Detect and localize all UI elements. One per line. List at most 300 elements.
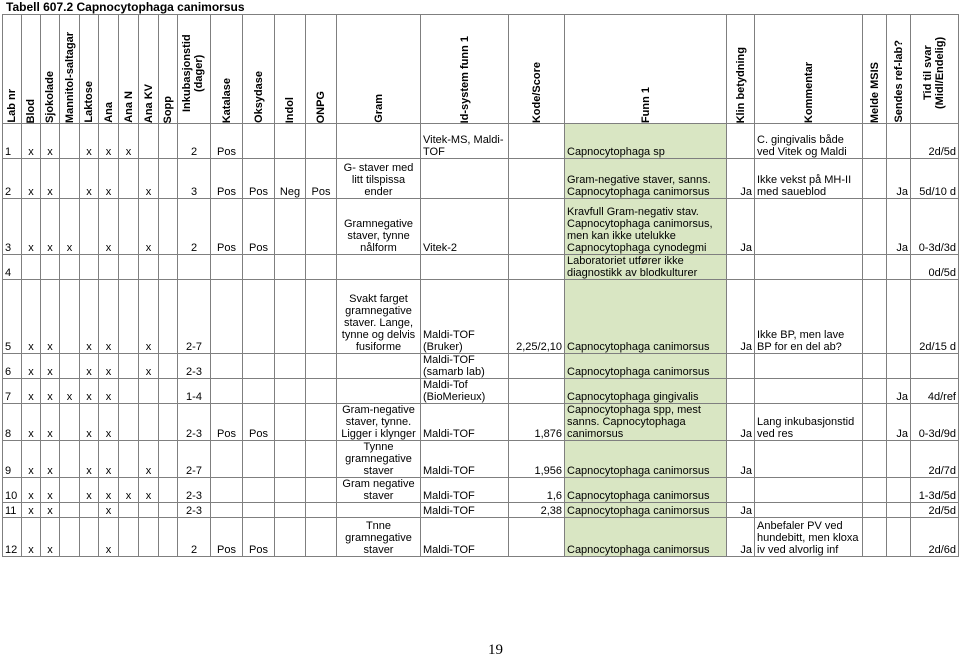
cell-msis xyxy=(863,518,887,557)
cell-lakt xyxy=(80,255,99,280)
cell-ref xyxy=(887,354,911,379)
cell-blod xyxy=(22,255,41,280)
cell-lakt: x xyxy=(80,379,99,404)
cell-gram: Svakt farget gramnegative staver. Lange, tynne og delvis fusiforme xyxy=(337,280,421,354)
cell-msis xyxy=(863,199,887,255)
cell-anakv: x xyxy=(139,199,159,255)
cell-idsys: Maldi-TOF xyxy=(421,478,509,503)
cell-klin xyxy=(727,478,755,503)
cell-tid: 2d/6d xyxy=(911,518,959,557)
column-header xyxy=(421,15,509,124)
cell-klin: Ja xyxy=(727,518,755,557)
cell-indol xyxy=(275,503,306,518)
cell-klin: Ja xyxy=(727,280,755,354)
cell-anakv xyxy=(139,255,159,280)
table-caption: Tabell 607.2 Capnocytophaga canimorsus xyxy=(6,0,245,14)
table-row xyxy=(3,503,959,518)
cell-msis xyxy=(863,379,887,404)
cell-ref: Ja xyxy=(887,379,911,404)
cell-kode xyxy=(509,379,565,404)
cell-inkub: 2 xyxy=(178,124,211,159)
cell-onpg xyxy=(306,503,337,518)
cell-oks: Pos xyxy=(243,518,275,557)
table-row xyxy=(3,280,959,354)
cell-onpg xyxy=(306,255,337,280)
cell-indol xyxy=(275,478,306,503)
cell-kode xyxy=(509,124,565,159)
cell-funn: Capnocytophaga spp, mest sanns. Capnocytophaga canimorsus xyxy=(565,404,727,441)
cell-tid: 2d/7d xyxy=(911,441,959,478)
cell-lab: 6 xyxy=(3,354,22,379)
cell-onpg: Pos xyxy=(306,159,337,199)
cell-blod: x xyxy=(22,518,41,557)
cell-msis xyxy=(863,404,887,441)
cell-kode xyxy=(509,518,565,557)
cell-tid: 0-3d/3d xyxy=(911,199,959,255)
cell-gram xyxy=(337,124,421,159)
cell-onpg xyxy=(306,478,337,503)
cell-mann xyxy=(60,503,80,518)
cell-tid: 0-3d/9d xyxy=(911,404,959,441)
cell-mann xyxy=(60,404,80,441)
cell-mann xyxy=(60,478,80,503)
cell-kat: Pos xyxy=(211,159,243,199)
column-header xyxy=(727,15,755,124)
cell-idsys: Maldi-TOF xyxy=(421,404,509,441)
cell-lab: 2 xyxy=(3,159,22,199)
cell-oks xyxy=(243,441,275,478)
column-header-label: Funn 1 xyxy=(639,86,652,123)
cell-tid: 0d/5d xyxy=(911,255,959,280)
cell-indol xyxy=(275,379,306,404)
cell-sopp xyxy=(159,503,178,518)
cell-klin: Ja xyxy=(727,441,755,478)
cell-oks xyxy=(243,379,275,404)
cell-funn: Capnocytophaga canimorsus xyxy=(565,280,727,354)
cell-komm: Lang inkubasjonstid ved res xyxy=(755,404,863,441)
table-body xyxy=(3,124,959,557)
cell-sjok: x xyxy=(41,518,60,557)
cell-lab: 3 xyxy=(3,199,22,255)
cell-anan xyxy=(119,280,139,354)
cell-oks xyxy=(243,503,275,518)
cell-anan xyxy=(119,441,139,478)
cell-kat xyxy=(211,503,243,518)
column-header-label: Gram xyxy=(372,94,385,123)
column-header-label: Inkubasjonstid (dager) xyxy=(181,34,205,112)
cell-gram: G- staver med litt tilspissa ender xyxy=(337,159,421,199)
cell-gram: Gram-negative staver, tynne. Ligger i klynger xyxy=(337,404,421,441)
cell-komm xyxy=(755,441,863,478)
cell-funn: Capnocytophaga canimorsus xyxy=(565,518,727,557)
cell-kode: 1,6 xyxy=(509,478,565,503)
cell-lakt: x xyxy=(80,280,99,354)
table-row xyxy=(3,478,959,503)
column-header xyxy=(306,15,337,124)
cell-mann: x xyxy=(60,379,80,404)
cell-onpg xyxy=(306,379,337,404)
cell-tid: 5d/10 d xyxy=(911,159,959,199)
cell-oks xyxy=(243,354,275,379)
cell-oks: Pos xyxy=(243,404,275,441)
cell-idsys: Maldi-TOF (samarb lab) xyxy=(421,354,509,379)
cell-komm xyxy=(755,379,863,404)
column-header xyxy=(159,15,178,124)
cell-indol xyxy=(275,124,306,159)
cell-gram: Gram negative staver xyxy=(337,478,421,503)
cell-anan xyxy=(119,159,139,199)
cell-ana: x xyxy=(99,441,119,478)
cell-kat: Pos xyxy=(211,199,243,255)
cell-ref xyxy=(887,255,911,280)
cell-ana: x xyxy=(99,518,119,557)
cell-indol xyxy=(275,518,306,557)
column-header-label: Klin betydning xyxy=(734,46,747,123)
column-header xyxy=(755,15,863,124)
cell-msis xyxy=(863,503,887,518)
cell-inkub: 2-7 xyxy=(178,441,211,478)
cell-idsys: Maldi-TOF (Bruker) xyxy=(421,280,509,354)
cell-kode: 1,876 xyxy=(509,404,565,441)
cell-anan xyxy=(119,503,139,518)
cell-tid: 2d/5d xyxy=(911,124,959,159)
cell-gram xyxy=(337,503,421,518)
cell-kat xyxy=(211,280,243,354)
cell-tid: 4d/ref xyxy=(911,379,959,404)
cell-ref xyxy=(887,518,911,557)
cell-kode xyxy=(509,255,565,280)
column-header xyxy=(41,15,60,124)
cell-anakv: x xyxy=(139,280,159,354)
cell-ana: x xyxy=(99,124,119,159)
column-header-label: Kommentar xyxy=(802,61,815,123)
cell-lakt: x xyxy=(80,404,99,441)
table-row xyxy=(3,404,959,441)
cell-blod: x xyxy=(22,478,41,503)
cell-klin: Ja xyxy=(727,199,755,255)
cell-gram: Gramnegative staver, tynne nålform xyxy=(337,199,421,255)
cell-indol: Neg xyxy=(275,159,306,199)
cell-klin xyxy=(727,379,755,404)
cell-lab: 1 xyxy=(3,124,22,159)
cell-sjok: x xyxy=(41,280,60,354)
cell-indol xyxy=(275,255,306,280)
cell-lakt: x xyxy=(80,124,99,159)
cell-ref xyxy=(887,124,911,159)
cell-inkub: 2-3 xyxy=(178,404,211,441)
cell-kat: Pos xyxy=(211,404,243,441)
cell-anakv xyxy=(139,518,159,557)
column-header xyxy=(863,15,887,124)
cell-idsys: Vitek-2 xyxy=(421,199,509,255)
cell-onpg xyxy=(306,441,337,478)
cell-lakt: x xyxy=(80,441,99,478)
table-row xyxy=(3,159,959,199)
cell-anakv xyxy=(139,379,159,404)
cell-blod: x xyxy=(22,159,41,199)
cell-komm xyxy=(755,354,863,379)
cell-funn: Capnocytophaga canimorsus xyxy=(565,478,727,503)
cell-komm: Anbefaler PV ved hundebitt, men kloxa iv ved alvorlig inf xyxy=(755,518,863,557)
table-row xyxy=(3,379,959,404)
cell-funn: Laboratoriet utfører ikke diagnostikk av blodkulturer xyxy=(565,255,727,280)
cell-mann xyxy=(60,255,80,280)
table-row xyxy=(3,441,959,478)
column-header-label: Sjokolade xyxy=(44,71,56,123)
cell-oks: Pos xyxy=(243,159,275,199)
cell-kode: 2,25/2,10 xyxy=(509,280,565,354)
cell-kat xyxy=(211,441,243,478)
cell-tid: 2d/15 d xyxy=(911,280,959,354)
cell-sopp xyxy=(159,404,178,441)
column-header xyxy=(243,15,275,124)
cell-komm xyxy=(755,255,863,280)
cell-indol xyxy=(275,199,306,255)
column-header xyxy=(211,15,243,124)
cell-inkub: 2 xyxy=(178,518,211,557)
cell-blod: x xyxy=(22,124,41,159)
cell-sjok: x xyxy=(41,354,60,379)
cell-sopp xyxy=(159,159,178,199)
cell-sjok: x xyxy=(41,124,60,159)
cell-funn: Kravfull Gram-negativ stav. Capnocytophaga canimorsus, men kan ikke utelukke Capnocytophaga cynodegmi xyxy=(565,199,727,255)
cell-sjok: x xyxy=(41,441,60,478)
table-row xyxy=(3,199,959,255)
cell-onpg xyxy=(306,199,337,255)
cell-lakt: x xyxy=(80,478,99,503)
cell-lakt xyxy=(80,518,99,557)
cell-kat xyxy=(211,478,243,503)
cell-lab: 12 xyxy=(3,518,22,557)
cell-onpg xyxy=(306,124,337,159)
cell-sopp xyxy=(159,478,178,503)
cell-lab: 4 xyxy=(3,255,22,280)
cell-kode xyxy=(509,159,565,199)
cell-ana: x xyxy=(99,354,119,379)
cell-lab: 11 xyxy=(3,503,22,518)
cell-indol xyxy=(275,280,306,354)
cell-ana: x xyxy=(99,503,119,518)
cell-lakt xyxy=(80,199,99,255)
column-header xyxy=(509,15,565,124)
column-header xyxy=(119,15,139,124)
cell-funn: Capnocytophaga canimorsus xyxy=(565,441,727,478)
cell-ref: Ja xyxy=(887,159,911,199)
table-row xyxy=(3,354,959,379)
cell-anakv: x xyxy=(139,478,159,503)
column-header xyxy=(22,15,41,124)
cell-indol xyxy=(275,404,306,441)
column-header-label: Ana xyxy=(102,102,115,123)
cell-tid: 1-3d/5d xyxy=(911,478,959,503)
cell-mann xyxy=(60,441,80,478)
column-header-label: Tid til svar (Midl/Endelig) xyxy=(921,36,946,110)
cell-kat xyxy=(211,379,243,404)
cell-kat xyxy=(211,354,243,379)
column-header xyxy=(565,15,727,124)
cell-sjok: x xyxy=(41,199,60,255)
column-header xyxy=(80,15,99,124)
cell-kat: Pos xyxy=(211,124,243,159)
cell-klin: Ja xyxy=(727,503,755,518)
cell-gram xyxy=(337,379,421,404)
column-header xyxy=(3,15,22,124)
cell-inkub: 3 xyxy=(178,159,211,199)
cell-anakv: x xyxy=(139,159,159,199)
cell-onpg xyxy=(306,280,337,354)
cell-klin: Ja xyxy=(727,159,755,199)
cell-inkub: 2-3 xyxy=(178,354,211,379)
cell-msis xyxy=(863,478,887,503)
column-header-label: Oksydase xyxy=(252,71,265,123)
cell-lakt: x xyxy=(80,354,99,379)
column-header xyxy=(887,15,911,124)
cell-sjok: x xyxy=(41,159,60,199)
column-header-label: Lab nr xyxy=(6,89,18,123)
cell-idsys: Maldi-TOF xyxy=(421,503,509,518)
cell-lakt: x xyxy=(80,159,99,199)
column-header-label: ONPG xyxy=(315,90,327,123)
cell-gram xyxy=(337,255,421,280)
page-number: 19 xyxy=(488,642,503,658)
cell-anakv: x xyxy=(139,441,159,478)
column-header-label: Katalase xyxy=(220,77,233,123)
cell-inkub: 2 xyxy=(178,199,211,255)
column-header-label: Ana N xyxy=(122,91,135,123)
cell-anan xyxy=(119,518,139,557)
cell-onpg xyxy=(306,404,337,441)
cell-gram: Tynne gramnegative staver xyxy=(337,441,421,478)
cell-ana: x xyxy=(99,159,119,199)
cell-sjok: x xyxy=(41,503,60,518)
cell-msis xyxy=(863,354,887,379)
cell-sopp xyxy=(159,280,178,354)
cell-inkub: 1-4 xyxy=(178,379,211,404)
cell-komm xyxy=(755,199,863,255)
cell-klin xyxy=(727,354,755,379)
cell-komm: C. gingivalis både ved Vitek og Maldi xyxy=(755,124,863,159)
cell-idsys xyxy=(421,255,509,280)
column-header-label: Kode/Score xyxy=(530,61,543,123)
cell-inkub: 2-3 xyxy=(178,478,211,503)
cell-anakv xyxy=(139,503,159,518)
cell-idsys xyxy=(421,159,509,199)
cell-tid xyxy=(911,354,959,379)
cell-idsys: Maldi-TOF xyxy=(421,441,509,478)
header-row xyxy=(3,15,959,124)
cell-idsys: Maldi-Tof (BioMerieux) xyxy=(421,379,509,404)
cell-funn: Capnocytophaga gingivalis xyxy=(565,379,727,404)
cell-kat: Pos xyxy=(211,518,243,557)
cell-kat xyxy=(211,255,243,280)
cell-komm: Ikke vekst på MH-II med saueblod xyxy=(755,159,863,199)
cell-komm xyxy=(755,503,863,518)
cell-lab: 7 xyxy=(3,379,22,404)
cell-inkub xyxy=(178,255,211,280)
cell-anakv xyxy=(139,404,159,441)
column-header-label: Laktose xyxy=(83,81,95,123)
cell-ref: Ja xyxy=(887,199,911,255)
cell-ref xyxy=(887,503,911,518)
cell-sjok: x xyxy=(41,404,60,441)
cell-anan xyxy=(119,379,139,404)
column-header-label: Id-system funn 1 xyxy=(458,35,471,123)
cell-klin xyxy=(727,255,755,280)
column-header xyxy=(911,15,959,124)
cell-anakv: x xyxy=(139,354,159,379)
cell-gram xyxy=(337,354,421,379)
cell-anan xyxy=(119,199,139,255)
cell-mann xyxy=(60,159,80,199)
cell-idsys: Vitek-MS, Maldi-TOF xyxy=(421,124,509,159)
column-header-label: Sopp xyxy=(162,95,174,123)
cell-mann xyxy=(60,124,80,159)
cell-msis xyxy=(863,441,887,478)
column-header-label: Mannitol-saltagar xyxy=(63,31,76,123)
cell-tid: 2d/5d xyxy=(911,503,959,518)
table-row xyxy=(3,255,959,280)
cell-msis xyxy=(863,280,887,354)
cell-sopp xyxy=(159,354,178,379)
cell-mann xyxy=(60,518,80,557)
cell-msis xyxy=(863,124,887,159)
cell-funn: Capnocytophaga sp xyxy=(565,124,727,159)
cell-mann: x xyxy=(60,199,80,255)
table-row xyxy=(3,518,959,557)
column-header-label: Indol xyxy=(284,96,296,123)
cell-anan: x xyxy=(119,478,139,503)
cell-indol xyxy=(275,441,306,478)
column-header-label: Blod xyxy=(25,98,37,123)
cell-indol xyxy=(275,354,306,379)
cell-anan xyxy=(119,404,139,441)
cell-blod: x xyxy=(22,441,41,478)
cell-funn: Capnocytophaga canimorsus xyxy=(565,354,727,379)
cell-lab: 10 xyxy=(3,478,22,503)
cell-komm xyxy=(755,478,863,503)
cell-kode: 2,38 xyxy=(509,503,565,518)
cell-anakv xyxy=(139,124,159,159)
column-header-label: Ana KV xyxy=(142,83,155,123)
cell-ref xyxy=(887,280,911,354)
cell-ana: x xyxy=(99,199,119,255)
cell-ana: x xyxy=(99,280,119,354)
cell-inkub: 2-3 xyxy=(178,503,211,518)
cell-sopp xyxy=(159,379,178,404)
cell-ref xyxy=(887,441,911,478)
cell-lab: 8 xyxy=(3,404,22,441)
cell-komm: Ikke BP, men lave BP for en del ab? xyxy=(755,280,863,354)
results-table xyxy=(2,14,959,557)
cell-funn: Capnocytophaga canimorsus xyxy=(565,503,727,518)
cell-klin xyxy=(727,124,755,159)
cell-kode xyxy=(509,354,565,379)
cell-ana: x xyxy=(99,478,119,503)
cell-msis xyxy=(863,159,887,199)
cell-blod: x xyxy=(22,280,41,354)
cell-sjok xyxy=(41,255,60,280)
cell-ana xyxy=(99,255,119,280)
cell-sopp xyxy=(159,441,178,478)
cell-ref: Ja xyxy=(887,404,911,441)
cell-lab: 9 xyxy=(3,441,22,478)
column-header-label: Sendes ref-lab? xyxy=(892,40,905,123)
cell-sopp xyxy=(159,518,178,557)
column-header xyxy=(275,15,306,124)
cell-sopp xyxy=(159,199,178,255)
cell-oks: Pos xyxy=(243,199,275,255)
cell-lakt xyxy=(80,503,99,518)
